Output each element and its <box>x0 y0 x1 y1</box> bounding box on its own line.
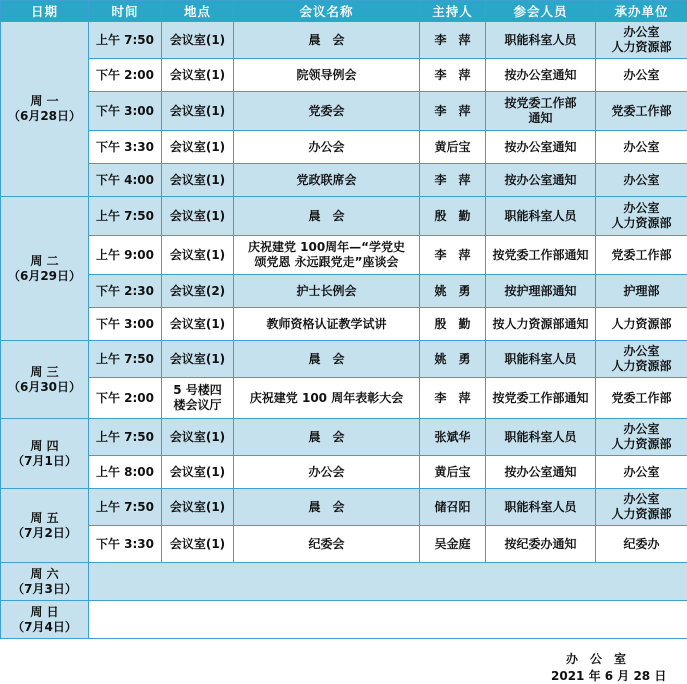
day-label: 周 二 <box>30 253 59 268</box>
organizer-cell-line: 人力资源部 <box>611 316 672 331</box>
day-date: （6月28日） <box>7 109 82 123</box>
meeting-name-cell <box>234 131 420 164</box>
day-cell <box>1 489 89 563</box>
attendees-cell <box>486 341 596 378</box>
attendees-cell-line: 按人力资源部通知 <box>492 316 589 331</box>
time-cell: 上午 7:50 <box>89 22 162 59</box>
organizer-cell-line: 党委工作部 <box>611 103 672 118</box>
host-cell: 李 萍 <box>420 22 486 59</box>
host-cell: 李 萍 <box>420 92 486 131</box>
place-cell <box>162 308 234 341</box>
host-cell: 张斌华 <box>420 419 486 456</box>
place-cell <box>162 526 234 563</box>
attendees-cell-line: 按办公室通知 <box>504 464 577 479</box>
meeting-name-cell-line: 护士长例会 <box>296 283 357 298</box>
place-cell-line: 会议室(1) <box>169 32 226 47</box>
meeting-name-cell-line: 庆祝建党 100 周年表彰大会 <box>249 390 404 405</box>
attendees-cell <box>486 308 596 341</box>
meeting-name-cell <box>234 164 420 197</box>
meeting-name-cell-line: 办公会 <box>308 139 345 154</box>
host-cell: 姚 勇 <box>420 275 486 308</box>
host-cell: 李 萍 <box>420 164 486 197</box>
host-cell: 吴金庭 <box>420 526 486 563</box>
attendees-cell-line: 按护理部通知 <box>504 283 577 298</box>
table-row <box>1 601 687 639</box>
header-place: 地点 <box>162 1 234 22</box>
place-cell-line: 会议室(2) <box>169 283 226 298</box>
header-host: 主持人 <box>420 1 486 22</box>
meeting-name-cell <box>234 22 420 59</box>
place-cell-line: 会议室(1) <box>169 351 226 366</box>
table-row <box>1 59 687 92</box>
meeting-name-cell <box>234 92 420 131</box>
meeting-name-cell-line: 院领导例会 <box>296 67 357 82</box>
attendees-cell <box>486 456 596 489</box>
day-cell <box>1 419 89 489</box>
attendees-cell <box>486 22 596 59</box>
time-cell: 上午 7:50 <box>89 341 162 378</box>
day-date: （7月4日） <box>12 619 77 634</box>
organizer-cell-line: 办公室 <box>623 67 660 82</box>
meeting-name-cell-line: 纪委会 <box>308 536 345 551</box>
time-cell: 下午 2:30 <box>89 275 162 308</box>
place-cell <box>162 489 234 526</box>
attendees-cell-line: 按党委工作部通知 <box>492 390 589 405</box>
attendees-cell <box>486 131 596 164</box>
place-cell <box>162 164 234 197</box>
table-row <box>1 275 687 308</box>
meeting-name-cell-line: 庆祝建党 100周年—“学党史 <box>247 240 406 254</box>
organizer-cell-line: 护理部 <box>623 283 660 298</box>
meeting-name-cell <box>234 341 420 378</box>
meeting-name-cell-line: 晨 会 <box>308 429 345 444</box>
day-label: 周 四 <box>30 438 59 453</box>
attendees-cell <box>486 197 596 236</box>
place-cell-line: 会议室(1) <box>169 499 226 514</box>
table-row <box>1 526 687 563</box>
organizer-cell-line: 党委工作部 <box>611 390 672 405</box>
meeting-name-cell-line: 党政联席会 <box>296 172 357 187</box>
host-cell: 姚 勇 <box>420 341 486 378</box>
organizer-cell-line: 人力资源部 <box>611 40 672 54</box>
table-row <box>1 456 687 489</box>
table-row <box>1 489 687 526</box>
day-label: 周 六 <box>30 566 59 581</box>
place-cell <box>162 92 234 131</box>
table-row <box>1 419 687 456</box>
attendees-cell-line: 按党委工作部 <box>504 96 577 110</box>
time-cell: 上午 7:50 <box>89 489 162 526</box>
attendees-cell-line: 按纪委办通知 <box>504 536 577 551</box>
organizer-cell-line: 办公室 <box>623 422 660 436</box>
place-cell <box>162 456 234 489</box>
attendees-cell <box>486 489 596 526</box>
host-cell: 殷 勤 <box>420 308 486 341</box>
place-cell-line: 会议室(1) <box>169 316 226 331</box>
attendees-cell-line: 通知 <box>528 111 553 125</box>
meeting-name-cell <box>234 489 420 526</box>
host-cell: 黄后宝 <box>420 131 486 164</box>
host-cell: 李 萍 <box>420 59 486 92</box>
table-row <box>1 22 687 59</box>
meeting-name-cell-line: 晨 会 <box>308 499 345 514</box>
meeting-name-cell <box>234 456 420 489</box>
meeting-name-cell <box>234 419 420 456</box>
time-cell: 上午 7:50 <box>89 419 162 456</box>
organizer-cell-line: 办公室 <box>623 492 660 506</box>
table-row <box>1 341 687 378</box>
meeting-name-cell-line: 办公会 <box>308 464 345 479</box>
place-cell-line: 会议室(1) <box>169 429 226 444</box>
place-cell <box>162 22 234 59</box>
attendees-cell-line: 职能科室人员 <box>504 32 577 47</box>
time-cell: 下午 4:00 <box>89 164 162 197</box>
attendees-cell-line: 职能科室人员 <box>504 499 577 514</box>
meeting-name-cell <box>234 308 420 341</box>
place-cell-line: 楼会议厅 <box>173 398 222 412</box>
attendees-cell <box>486 275 596 308</box>
empty-day-cell <box>89 601 687 639</box>
organizer-cell-line: 人力资源部 <box>611 216 672 230</box>
organizer-cell-line: 党委工作部 <box>611 247 672 262</box>
organizer-cell <box>596 59 687 92</box>
table-row <box>1 236 687 275</box>
attendees-cell-line: 职能科室人员 <box>504 351 577 366</box>
day-date: （7月3日） <box>12 581 77 596</box>
place-cell-line: 会议室(1) <box>169 103 226 118</box>
day-label: 周 三 <box>30 364 59 379</box>
organizer-cell <box>596 197 687 236</box>
organizer-cell-line: 办公室 <box>623 201 660 215</box>
header-row <box>1 1 687 22</box>
host-cell: 殷 勤 <box>420 197 486 236</box>
organizer-cell <box>596 164 687 197</box>
host-cell: 黄后宝 <box>420 456 486 489</box>
organizer-cell <box>596 526 687 563</box>
host-cell: 李 萍 <box>420 378 486 419</box>
day-cell <box>1 601 89 639</box>
meeting-name-cell-line: 晨 会 <box>308 351 345 366</box>
place-cell-line: 会议室(1) <box>169 464 226 479</box>
organizer-cell-line: 办公室 <box>623 464 660 479</box>
organizer-cell <box>596 92 687 131</box>
place-cell <box>162 419 234 456</box>
header-organizer: 承办单位 <box>596 1 687 22</box>
meeting-name-cell-line: 晨 会 <box>308 32 345 47</box>
organizer-cell-line: 人力资源部 <box>611 437 672 451</box>
table-row <box>1 308 687 341</box>
place-cell-line: 会议室(1) <box>169 139 226 154</box>
header-meeting-name: 会议名称 <box>234 1 420 22</box>
organizer-cell <box>596 275 687 308</box>
organizer-cell <box>596 489 687 526</box>
organizer-cell-line: 人力资源部 <box>611 507 672 521</box>
meeting-name-cell <box>234 275 420 308</box>
meeting-name-cell-line: 颂党恩 永远跟党走”座谈会 <box>254 255 399 269</box>
day-date: （7月2日） <box>12 525 77 540</box>
meeting-name-cell-line: 党委会 <box>308 103 345 118</box>
table-row <box>1 197 687 236</box>
place-cell-line: 会议室(1) <box>169 172 226 187</box>
organizer-cell <box>596 308 687 341</box>
organizer-cell-line: 办公室 <box>623 172 660 187</box>
place-cell-line: 会议室(1) <box>169 208 226 223</box>
day-date: （6月29日） <box>7 268 82 283</box>
attendees-cell <box>486 378 596 419</box>
attendees-cell-line: 职能科室人员 <box>504 208 577 223</box>
attendees-cell <box>486 526 596 563</box>
time-cell: 下午 3:00 <box>89 92 162 131</box>
organizer-cell <box>596 236 687 275</box>
time-cell: 上午 8:00 <box>89 456 162 489</box>
empty-day-cell <box>89 563 687 601</box>
attendees-cell <box>486 59 596 92</box>
place-cell <box>162 197 234 236</box>
organizer-cell <box>596 419 687 456</box>
attendees-cell <box>486 419 596 456</box>
place-cell-line: 会议室(1) <box>169 536 226 551</box>
time-cell: 上午 9:00 <box>89 236 162 275</box>
header-attendees: 参会人员 <box>486 1 596 22</box>
host-cell: 储召阳 <box>420 489 486 526</box>
attendees-cell <box>486 236 596 275</box>
table-row <box>1 563 687 601</box>
header-time: 时间 <box>89 1 162 22</box>
place-cell <box>162 378 234 419</box>
place-cell-line: 5 号楼四 <box>173 383 222 397</box>
attendees-cell <box>486 164 596 197</box>
day-date: （6月30日） <box>7 379 82 394</box>
table-row <box>1 92 687 131</box>
meeting-name-cell <box>234 59 420 92</box>
table-row <box>1 378 687 419</box>
attendees-cell-line: 按办公室通知 <box>504 139 577 154</box>
attendees-cell-line: 按党委工作部通知 <box>492 247 589 262</box>
day-label: 周 五 <box>30 510 59 525</box>
attendees-cell-line: 职能科室人员 <box>504 429 577 444</box>
meeting-name-cell <box>234 236 420 275</box>
place-cell <box>162 131 234 164</box>
place-cell <box>162 59 234 92</box>
header-date: 日期 <box>1 1 89 22</box>
place-cell <box>162 236 234 275</box>
place-cell-line: 会议室(1) <box>169 247 226 262</box>
day-cell <box>1 563 89 601</box>
organizer-cell <box>596 378 687 419</box>
place-cell <box>162 275 234 308</box>
time-cell: 下午 3:00 <box>89 308 162 341</box>
time-cell: 下午 3:30 <box>89 131 162 164</box>
time-cell: 上午 7:50 <box>89 197 162 236</box>
time-cell: 下午 2:00 <box>89 378 162 419</box>
attendees-cell <box>486 92 596 131</box>
organizer-cell-line: 办公室 <box>623 25 660 39</box>
time-cell: 下午 3:30 <box>89 526 162 563</box>
organizer-cell <box>596 131 687 164</box>
attendees-cell-line: 按办公室通知 <box>504 67 577 82</box>
table-row <box>1 131 687 164</box>
day-date: （7月1日） <box>12 453 77 468</box>
time-cell: 下午 2:00 <box>89 59 162 92</box>
organizer-cell-line: 办公室 <box>623 344 660 358</box>
meeting-name-cell <box>234 526 420 563</box>
meeting-name-cell <box>234 197 420 236</box>
organizer-cell <box>596 341 687 378</box>
day-cell <box>1 197 89 341</box>
place-cell-line: 会议室(1) <box>169 67 226 82</box>
day-cell <box>1 22 89 197</box>
organizer-cell <box>596 22 687 59</box>
meeting-name-cell-line: 晨 会 <box>308 208 345 223</box>
attendees-cell-line: 按办公室通知 <box>504 172 577 187</box>
day-cell <box>1 341 89 419</box>
organizer-cell <box>596 456 687 489</box>
table-row <box>1 164 687 197</box>
day-label: 周 日 <box>30 604 59 619</box>
place-cell <box>162 341 234 378</box>
host-cell: 李 萍 <box>420 236 486 275</box>
meeting-name-cell-line: 教师资格认证教学试讲 <box>266 316 387 331</box>
day-label: 周 一 <box>30 94 59 108</box>
meeting-name-cell <box>234 378 420 419</box>
organizer-cell-line: 人力资源部 <box>611 359 672 373</box>
organizer-cell-line: 办公室 <box>623 139 660 154</box>
organizer-cell-line: 纪委办 <box>623 536 660 551</box>
